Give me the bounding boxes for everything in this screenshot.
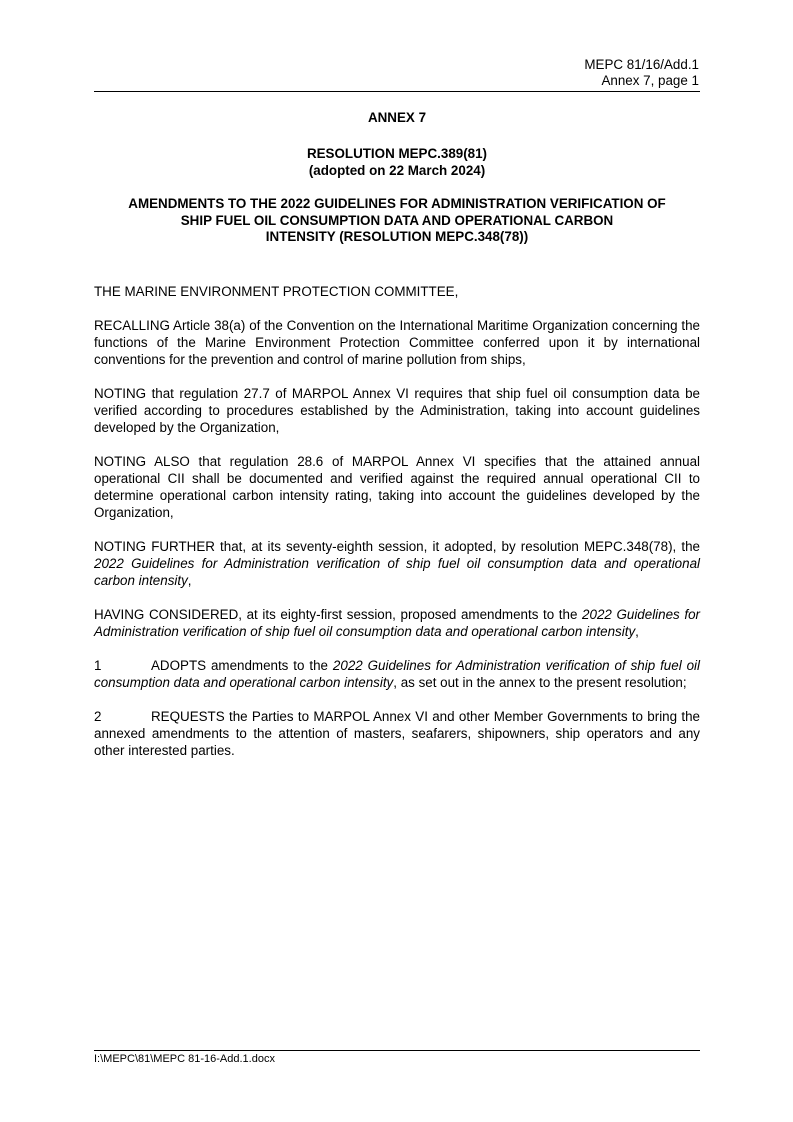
noting-also-paragraph: NOTING ALSO that regulation 28.6 of MARPOL Annex VI specifies that the attained annual operational CII shall be documented and verified against the required annual operational CII to determine operational carbon intensity rating, taking into account the guidelines developed by the Organization,: [94, 454, 700, 520]
resolution-heading: [94, 146, 700, 179]
subject-line: AMENDMENTS TO THE 2022 GUIDELINES FOR ADMINISTRATION VERIFICATION OF: [128, 196, 666, 211]
operative-paragraph-2: 2 REQUESTS the Parties to MARPOL Annex VI and other Member Governments to bring the annexed amendments to the attention of masters, seafarers, shipowners, ship operators and any other interested parties.: [94, 709, 700, 758]
document-reference: MEPC 81/16/Add.1: [584, 57, 699, 72]
paragraph-number: 1: [94, 658, 102, 673]
adoption-date: (adopted on 22 March 2024): [308, 162, 486, 178]
resolution-subject: [94, 196, 700, 246]
guidelines-title: 2022 Guidelines for Administration verification of ship fuel oil consumption data and operational carbon intensity: [94, 556, 700, 588]
operative-paragraph-1: 1 ADOPTS amendments to the 2022 Guidelines for Administration verification of ship fuel oil consumption data and operational carbon intensity, as set out in the annex to the present resolution;: [94, 658, 700, 690]
annex-title: ANNEX 7: [367, 110, 427, 125]
header-rule: [94, 91, 700, 92]
footer-file-path: I:\MEPC\81\MEPC 81-16-Add.1.docx: [94, 1053, 275, 1065]
resolution-body: [94, 283, 700, 776]
page-reference: Annex 7, page 1: [601, 73, 699, 88]
paragraph-number: 2: [94, 709, 102, 724]
resolution-number: RESOLUTION MEPC.389(81): [306, 146, 488, 161]
guidelines-title: 2022 Guidelines for Administration verification of ship fuel oil consumption data and operational carbon intensity: [94, 607, 700, 639]
noting-paragraph: NOTING that regulation 27.7 of MARPOL Annex VI requires that ship fuel oil consumption data be verified according to procedures established by the Administration, taking into account guidelines developed by the Organization,: [94, 386, 700, 435]
having-considered-paragraph: HAVING CONSIDERED, at its eighty-first session, proposed amendments to the 2022 Guidelines for Administration verification of ship fuel oil consumption data and operational carbon intensity,: [94, 607, 700, 639]
subject-line: SHIP FUEL OIL CONSUMPTION DATA AND OPERATIONAL CARBON: [180, 212, 614, 228]
subject-line: INTENSITY (RESOLUTION MEPC.348(78)): [265, 229, 529, 244]
guidelines-title: 2022 Guidelines for Administration verification of ship fuel oil consumption data and operational carbon intensity: [94, 658, 700, 690]
committee-line: THE MARINE ENVIRONMENT PROTECTION COMMITTEE,: [94, 284, 459, 299]
footer-rule: [94, 1050, 700, 1051]
recalling-paragraph: RECALLING Article 38(a) of the Convention on the International Maritime Organization concerning the functions of the Marine Environment Protection Committee conferred upon it by international conventions for the prevention and control of marine pollution from ships,: [94, 318, 700, 367]
noting-further-paragraph: NOTING FURTHER that, at its seventy-eighth session, it adopted, by resolution MEPC.348(78), the 2022 Guidelines for Administration verification of ship fuel oil consumption data and operational carbon intensity,: [94, 539, 700, 588]
page-header: [584, 57, 699, 89]
